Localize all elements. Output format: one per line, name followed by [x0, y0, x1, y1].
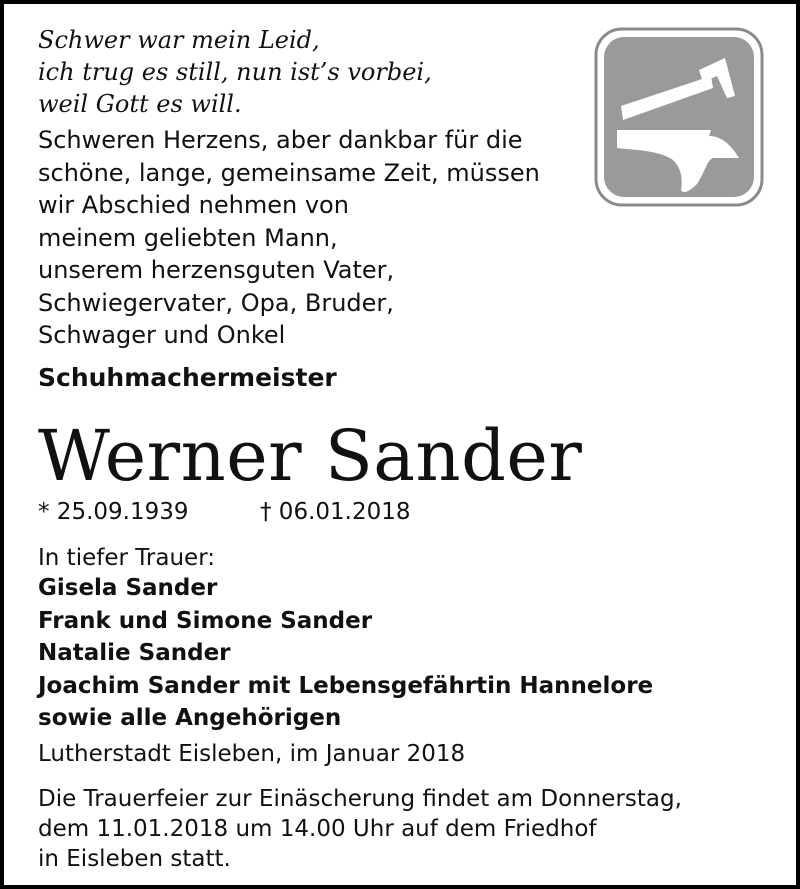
shoemaker-hammer-last-icon	[593, 26, 765, 208]
mourner-name: Gisela Sander	[38, 575, 218, 601]
mourning-label: In tiefer Trauer:	[38, 545, 215, 571]
place-and-date: Lutherstadt Eisleben, im Januar 2018	[38, 741, 466, 767]
memorial-verse	[38, 24, 432, 120]
deceased-name: Werner Sander	[38, 415, 583, 497]
birth-date: * 25.09.1939	[38, 499, 189, 525]
life-dates	[38, 496, 411, 528]
intro-line: Schwager und Onkel	[38, 321, 286, 349]
intro-line: wir Abschied nehmen von	[38, 191, 349, 219]
intro-line: Schweren Herzens, aber dankbar für die	[38, 126, 523, 154]
funeral-line: in Eisleben statt.	[38, 846, 231, 872]
mourner-name: sowie alle Angehörigen	[38, 705, 342, 731]
intro-line: schöne, lange, gemeinsame Zeit, müssen	[38, 158, 540, 187]
intro-text	[38, 124, 540, 352]
intro-line: meinem geliebten Mann,	[38, 223, 338, 252]
verse-line: ich trug es still, nun ist’s vorbei,	[38, 58, 432, 86]
deceased-profession: Schuhmachermeister	[38, 363, 337, 392]
funeral-line: dem 11.01.2018 um 14.00 Uhr auf dem Friedhof	[38, 816, 597, 842]
mourners-list	[38, 572, 653, 735]
verse-line: Schwer war mein Leid,	[38, 26, 320, 54]
intro-line: Schwiegervater, Opa, Bruder,	[38, 288, 394, 317]
death-date: † 06.01.2018	[260, 499, 411, 525]
mourner-name: Natalie Sander	[38, 640, 231, 666]
mourner-name: Joachim Sander mit Lebensgefährtin Hannelore	[38, 672, 654, 699]
funeral-notice	[38, 784, 682, 874]
funeral-line: Die Trauerfeier zur Einäscherung findet am Donnerstag,	[38, 786, 682, 812]
mourner-name: Frank und Simone Sander	[38, 607, 373, 634]
verse-line: weil Gott es will.	[38, 90, 242, 118]
intro-line: unserem herzensguten Vater,	[38, 256, 395, 284]
